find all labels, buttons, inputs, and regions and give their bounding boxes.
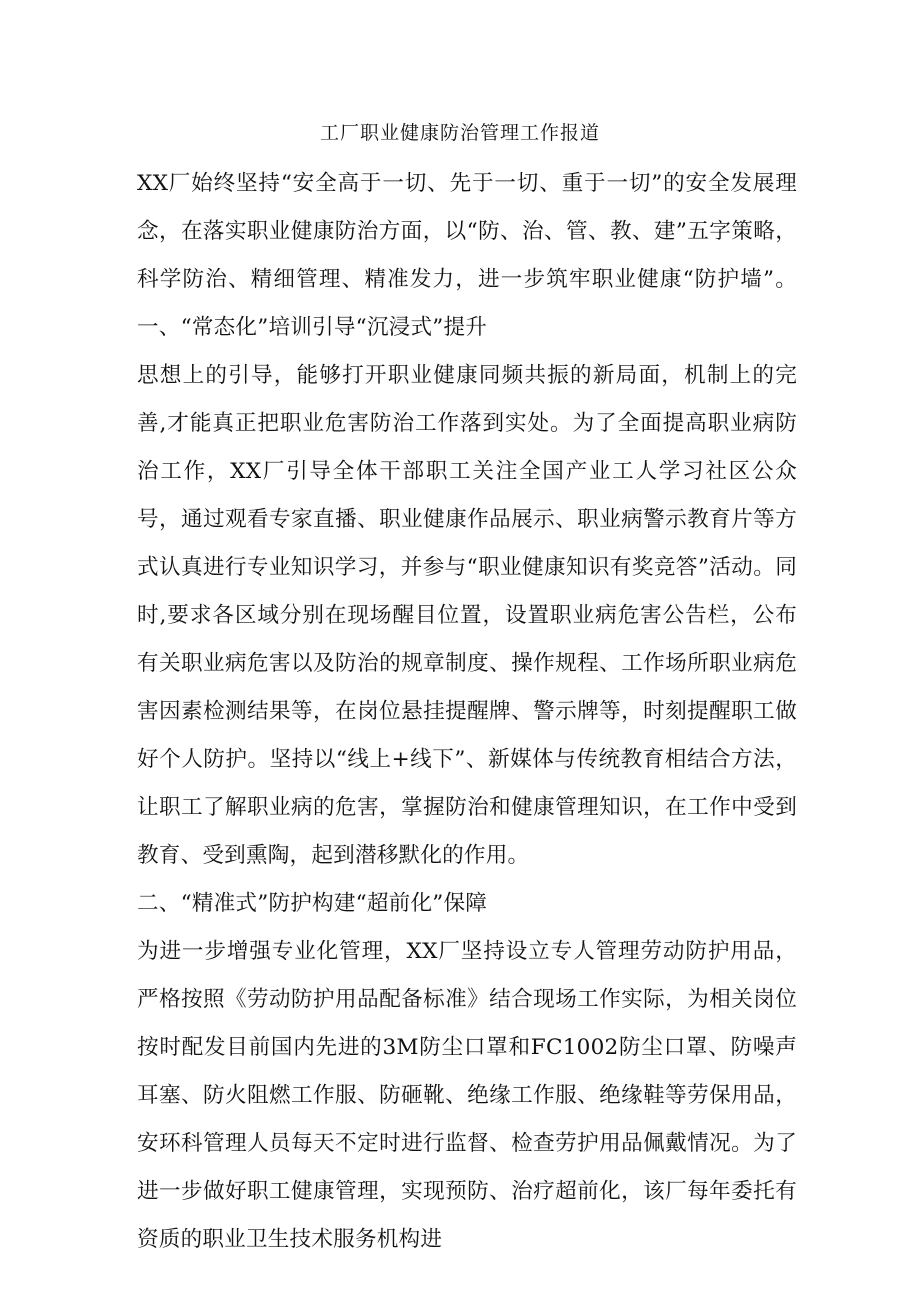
- paragraph-training: 思想上的引导，能够打开职业健康同频共振的新局面，机制上的完善,才能真正把职业危害防治工作落到实处。为了全面提高职业病防治工作，XX厂引导全体干部职工关注全国产业工人学习社区公众号，通过观看专家直播、职业健康作品展示、职业病警示教育片等方式认真进行专业知识学习，并参与“职业健康知识有奖竞答”活动。同时,要求各区域分别在现场醒目位置，设置职业病危害公告栏，公布有关职业病危害以及防治的规章制度、操作规程、工作场所职业病危害因素检测结果等，在岗位悬挂提醒牌、警示牌等，时刻提醒职工做好个人防护。坚持以“线上+线下”、新媒体与传统教育相结合方法，让职工了解职业病的危害，掌握防治和健康管理知识，在工作中受到教育、受到熏陶，起到潜移默化的作用。: [137, 363, 797, 868]
- section-heading-protection: 二、“精准式”防护构建“超前化”保障: [137, 891, 488, 916]
- document-body: [137, 160, 797, 1264]
- paragraph-protection: 为进一步增强专业化管理，XX厂坚持设立专人管理劳动防护用品，严格按照《劳动防护用品配备标准》结合现场工作实际，为相关岗位按时配发目前国内先进的3M防尘口罩和FC1002防尘口罩、防噪声耳塞、防火阻燃工作服、防砸靴、绝缘工作服、绝缘鞋等劳保用品，安环科管理人员每天不定时进行监督、检查劳护用品佩戴情况。为了进一步做好职工健康管理，实现预防、治疗超前化，该厂每年委托有资质的职业卫生技术服务机构进: [137, 939, 797, 1252]
- paragraph-intro: XX厂始终坚持“安全高于一切、先于一切、重于一切”的安全发展理念，在落实职业健康防治方面，以“防、治、管、教、建”五字策略，科学防治、精细管理、精准发力，进一步筑牢职业健康“防护墙”。一、“常态化”培训引导“沉浸式”提升: [137, 171, 797, 340]
- document-title: 工厂职业健康防治管理工作报道: [319, 122, 600, 144]
